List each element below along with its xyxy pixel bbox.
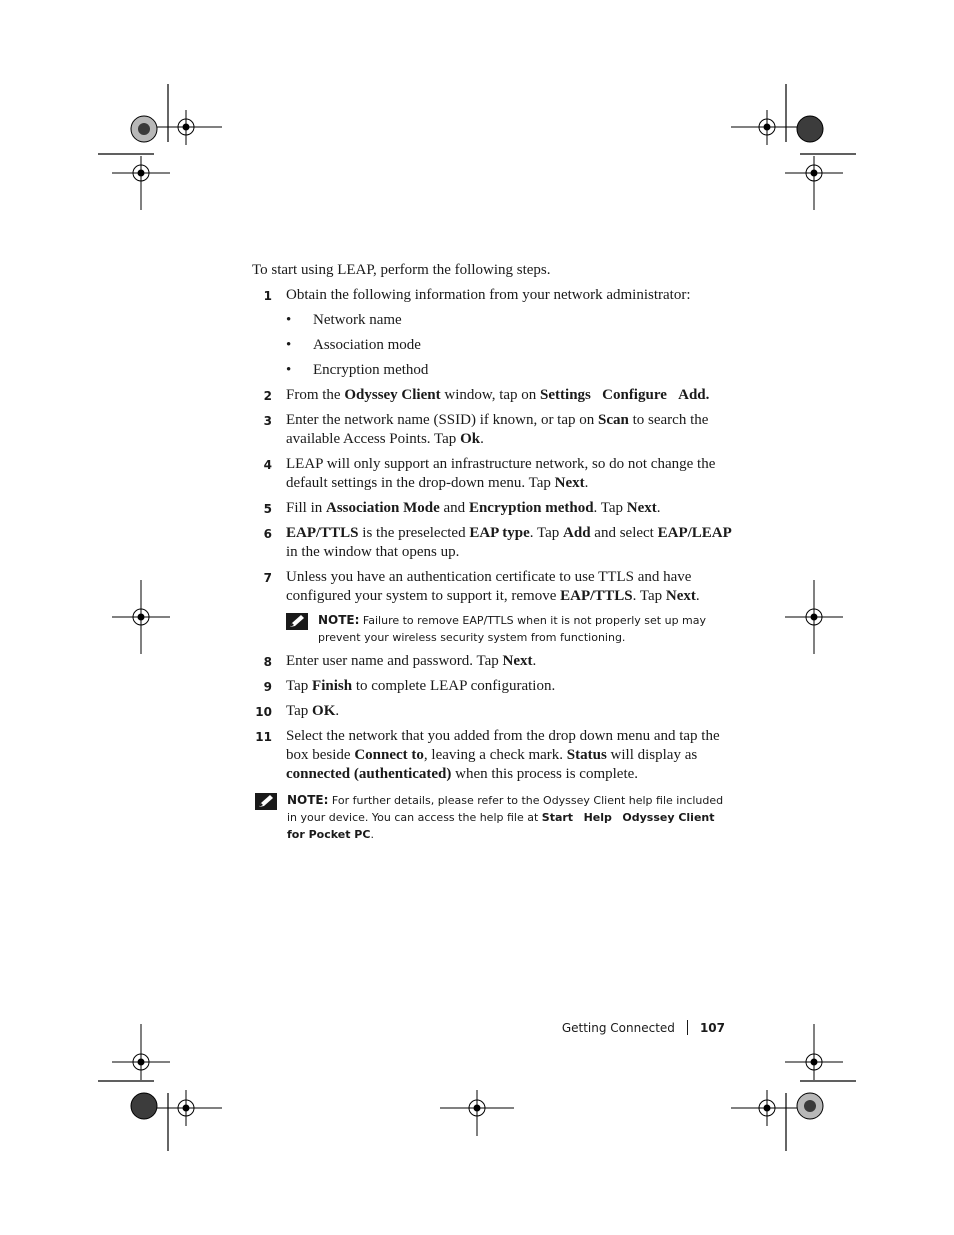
registration-mark-bottom-center — [440, 1090, 514, 1136]
registration-mark-top-left — [150, 110, 222, 145]
step-number: 2 — [263, 389, 272, 403]
document-body — [252, 261, 732, 849]
bullet-glyph: • — [286, 312, 292, 328]
step-1 — [252, 286, 732, 305]
registration-mark-bottom-right — [731, 1090, 803, 1126]
registration-mark-upper-right — [785, 156, 843, 210]
bullet-glyph: • — [286, 362, 292, 378]
registration-mark-upper-left — [112, 156, 170, 210]
note-pencil-icon — [255, 793, 277, 810]
gray-target-top-right — [797, 116, 823, 142]
step-number: 6 — [263, 527, 272, 541]
page-footer — [540, 1020, 725, 1035]
step-10: 10 Tap OK. — [252, 702, 732, 721]
page-number: 107 — [699, 1021, 725, 1035]
bullet-item: • Association mode — [286, 337, 421, 353]
registration-mark-top-right — [731, 110, 803, 145]
step-2: 2 From the Odyssey Client window, tap on Settings Configure Add. — [252, 386, 732, 405]
footer-section-title: Getting Connected — [561, 1021, 675, 1035]
bullet-item: • Encryption method — [286, 362, 429, 378]
note-help-file: NOTE: For further details, please refer to the Odyssey Client help file included in your device. You can access the help file at Start Help Odyssey Client for Pocket PC. — [255, 792, 732, 843]
bullet-item: • Network name — [286, 312, 402, 328]
note-text: Failure to remove EAP/TTLS when it is not properly set up may prevent your wireless security system from functioning. — [318, 614, 707, 644]
bullet-glyph: • — [286, 337, 292, 353]
step-number: 8 — [263, 655, 272, 669]
step-11: 11 Select the network that you added from the drop down menu and tap the box beside Connect to, leaving a check mark. Status will display as connected (authenticated) when this process is complete. — [252, 727, 732, 784]
note-label: NOTE: — [318, 613, 360, 627]
registration-mark-lower-right — [785, 1024, 843, 1080]
step-number: 5 — [263, 502, 272, 516]
registration-mark-bottom-left — [150, 1090, 222, 1126]
step-6: 6 EAP/TTLS is the preselected EAP type. Tap Add and select EAP/LEAP in the window that opens up. — [252, 524, 732, 562]
step-4: 4 LEAP will only support an infrastructure network, so do not change the default settings in the drop-down menu. Tap Next. — [252, 455, 732, 493]
step-number: 11 — [255, 730, 272, 744]
step-number: 10 — [255, 705, 272, 719]
intro-text: To start using LEAP, perform the following steps. — [252, 262, 551, 278]
step-number: 1 — [263, 289, 272, 303]
step-3: 3 Enter the network name (SSID) if known, or tap on Scan to search the available Access Points. Tap Ok. — [252, 411, 732, 449]
step-7: 7 Unless you have an authentication certificate to use TTLS and have configured your system to support it, remove EAP/TTLS. Tap Next. NOTE: Failure to remove EAP/TTLS when it is not properly set up may prevent your wireless security system from functioning. — [252, 568, 732, 646]
step-9: 9 Tap Finish to complete LEAP configuration. — [252, 677, 732, 696]
registration-mark-mid-right — [785, 580, 843, 654]
step-number: 9 — [263, 680, 272, 694]
note-pencil-icon — [286, 613, 308, 630]
step-8: 8 Enter user name and password. Tap Next. — [252, 652, 732, 671]
step-number: 3 — [263, 414, 272, 428]
step-5: 5 Fill in Association Mode and Encryption method. Tap Next. — [252, 499, 732, 518]
registration-mark-lower-left — [112, 1024, 170, 1080]
step-text: Obtain the following information from your network administrator: — [286, 287, 691, 303]
footer-divider — [687, 1020, 688, 1035]
note-eap-ttls — [286, 612, 732, 646]
note-label: NOTE: — [287, 793, 329, 807]
gray-target-bottom-left — [131, 1093, 157, 1119]
step-number: 4 — [263, 458, 272, 472]
step-number: 7 — [263, 571, 272, 585]
registration-mark-mid-left — [112, 580, 170, 654]
